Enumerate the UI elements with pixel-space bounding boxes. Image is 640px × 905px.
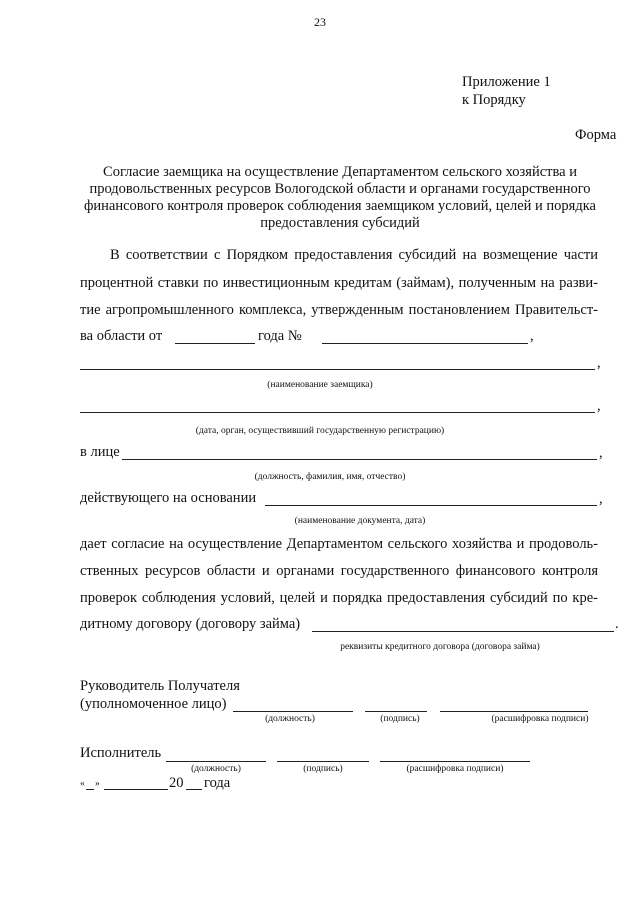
title-line-1: Согласие заемщика на осуществление Департаментом сельского хозяйства и	[103, 164, 577, 180]
executor-position-field[interactable]	[166, 761, 266, 762]
head-signature-field[interactable]	[365, 711, 427, 712]
person-comma: ,	[599, 445, 603, 461]
date-year-field[interactable]	[186, 789, 202, 790]
head-position-field[interactable]	[233, 711, 353, 712]
date-year-suffix: года	[204, 775, 231, 791]
credit-agreement-caption: реквизиты кредитного договора (договора займа)	[340, 642, 540, 652]
date-year-prefix: 20	[169, 775, 184, 791]
date-month-field[interactable]	[104, 789, 168, 790]
executor-decode-caption: (расшифровка подписи)	[406, 764, 504, 774]
borrower-comma: ,	[597, 355, 601, 371]
consent-line-1: дает согласие на осуществление Департаментом сельского хозяйства и продоволь-	[80, 536, 598, 552]
executor-label: Исполнитель	[80, 745, 162, 761]
consent-period: .	[615, 616, 619, 632]
title-line-3: финансового контроля проверок соблюдения заемщиком условий, целей и порядка	[84, 198, 596, 214]
title-line-4: предоставления субсидий	[260, 215, 420, 231]
intro-line-3: тие агропромышленного комплекса, утвержденным постановлением Правительст-	[80, 302, 598, 318]
basis-caption: (наименование документа, дата)	[294, 516, 426, 526]
head-decode-caption: (расшифровка подписи)	[491, 714, 589, 724]
date-day-field[interactable]	[86, 789, 94, 790]
person-label: в лице	[80, 444, 120, 460]
borrower-name-field[interactable]	[80, 369, 595, 370]
date-quote-open: «	[80, 779, 85, 789]
registration-comma: ,	[597, 398, 601, 414]
head-decode-field[interactable]	[440, 711, 588, 712]
head-position-caption: (должность)	[265, 714, 315, 724]
intro-line-2: процентной ставки по инвестиционным кредитам (займам), полученным на разви-	[80, 275, 598, 291]
page-number: 23	[314, 15, 326, 29]
consent-line-4: дитному договору (договору займа)	[80, 616, 301, 632]
intro-line-4-start: ва области от	[80, 328, 163, 344]
basis-comma: ,	[599, 491, 603, 507]
borrower-caption: (наименование заемщика)	[267, 380, 373, 390]
person-field[interactable]	[122, 459, 597, 460]
basis-label: действующего на основании	[80, 490, 257, 506]
decree-comma: ,	[530, 328, 534, 344]
decree-number-field[interactable]	[322, 343, 528, 344]
date-quote-close: »	[95, 779, 100, 789]
consent-line-2: ственных ресурсов области и органами государственного финансового контроля	[80, 563, 598, 579]
head-signature-caption: (подпись)	[380, 714, 420, 724]
head-label-line-2: (уполномоченное лицо)	[80, 696, 227, 712]
intro-line-4-number: года №	[258, 328, 302, 344]
consent-line-3: проверок соблюдения условий, целей и порядка предоставления субсидий по кре-	[80, 590, 598, 606]
intro-line-1: В соответствии с Порядком предоставления субсидий на возмещение части	[110, 247, 598, 263]
decree-date-field[interactable]	[175, 343, 255, 344]
form-label: Форма	[575, 127, 617, 143]
executor-position-caption: (должность)	[191, 764, 241, 774]
executor-decode-field[interactable]	[380, 761, 530, 762]
appendix-label: Приложение 1	[462, 74, 551, 90]
person-caption: (должность, фамилия, имя, отчество)	[254, 472, 406, 482]
basis-field[interactable]	[265, 505, 597, 506]
head-label-line-1: Руководитель Получателя	[80, 678, 240, 694]
executor-signature-field[interactable]	[277, 761, 369, 762]
executor-signature-caption: (подпись)	[303, 764, 343, 774]
order-label: к Порядку	[462, 92, 526, 108]
registration-caption: (дата, орган, осуществивший государственную регистрацию)	[195, 426, 445, 436]
title-line-2: продовольственных ресурсов Вологодской области и органами государственного	[89, 181, 591, 197]
registration-field[interactable]	[80, 412, 595, 413]
credit-agreement-field[interactable]	[312, 631, 614, 632]
